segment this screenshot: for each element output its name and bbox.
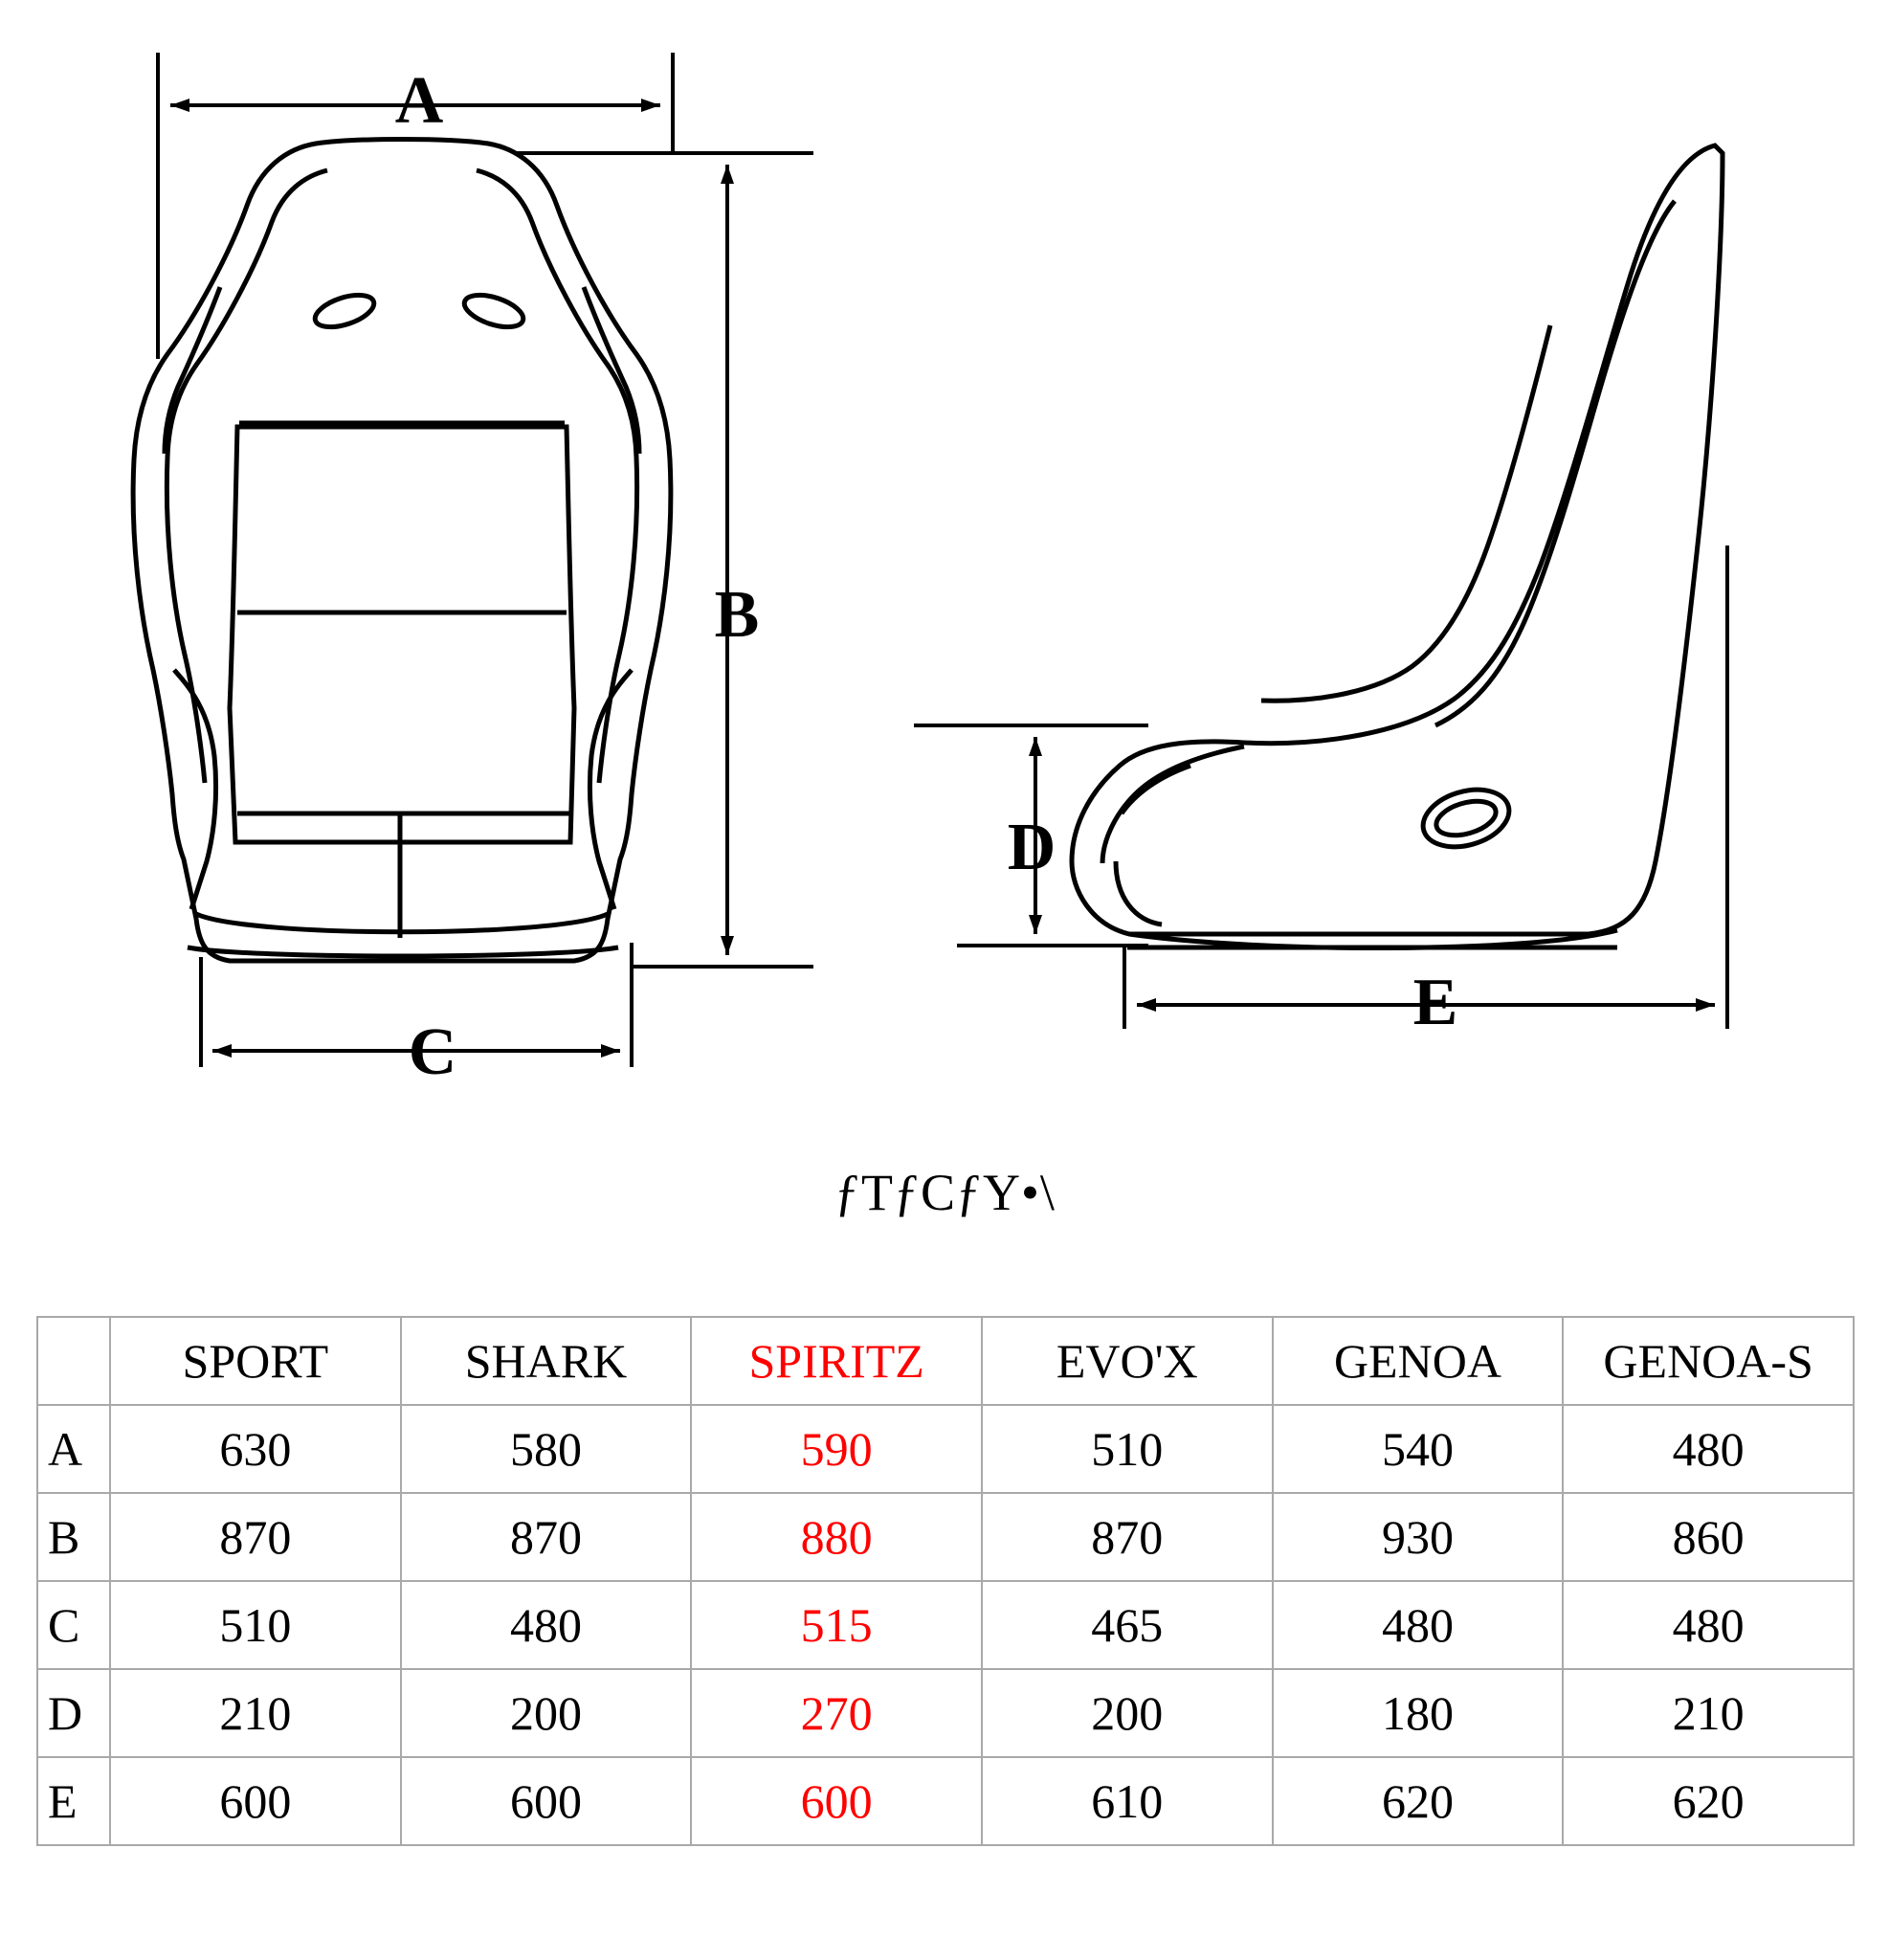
cell-d-spiritz: 270 — [691, 1669, 982, 1757]
cell-b-genoa: 930 — [1273, 1493, 1564, 1581]
dimension-label-a-front: A — [394, 64, 444, 138]
table-header-spiritz: SPIRITZ — [691, 1317, 982, 1405]
table-header-corner — [37, 1317, 110, 1405]
cell-b-sport: 870 — [110, 1493, 401, 1581]
diagram-caption: ƒTƒCƒY•\ — [834, 1164, 1056, 1221]
cell-c-spiritz: 515 — [691, 1581, 982, 1669]
dimension-label-c: C — [408, 1015, 457, 1089]
table-header-row — [37, 1317, 1854, 1405]
table-row — [37, 1405, 1854, 1493]
table-header-shark: SHARK — [401, 1317, 692, 1405]
cell-e-genoa-s: 620 — [1563, 1757, 1854, 1845]
cell-b-spiritz: 880 — [691, 1493, 982, 1581]
cell-a-genoa: 540 — [1273, 1405, 1564, 1493]
cell-c-genoa-s: 480 — [1563, 1581, 1854, 1669]
row-label-c: C — [37, 1581, 110, 1669]
cell-a-genoa-s: 480 — [1563, 1405, 1854, 1493]
table-row — [37, 1493, 1854, 1581]
cell-e-evox: 610 — [982, 1757, 1273, 1845]
spec-table-wrap — [36, 1316, 1855, 1846]
cell-d-genoa: 180 — [1273, 1669, 1564, 1757]
cell-c-genoa: 480 — [1273, 1581, 1564, 1669]
cell-c-sport: 510 — [110, 1581, 401, 1669]
front-view-dimension-lines — [158, 53, 813, 1067]
dimension-label-b: B — [714, 578, 760, 652]
cell-a-sport: 630 — [110, 1405, 401, 1493]
cell-a-shark: 580 — [401, 1405, 692, 1493]
side-view-dimension-lines — [914, 546, 1727, 1029]
table-row — [37, 1581, 1854, 1669]
cell-d-shark: 200 — [401, 1669, 692, 1757]
cell-b-shark: 870 — [401, 1493, 692, 1581]
row-label-a: A — [37, 1405, 110, 1493]
dimension-label-d: D — [1007, 811, 1056, 884]
table-row — [37, 1669, 1854, 1757]
table-row — [37, 1757, 1854, 1845]
front-view-seat-outline — [133, 140, 671, 962]
cell-b-evox: 870 — [982, 1493, 1273, 1581]
cell-a-spiritz: 590 — [691, 1405, 982, 1493]
cell-e-genoa: 620 — [1273, 1757, 1564, 1845]
cell-e-sport: 600 — [110, 1757, 401, 1845]
side-view-seat-outline — [1072, 144, 1723, 948]
table-header-sport: SPORT — [110, 1317, 401, 1405]
dimension-label-e: E — [1412, 966, 1458, 1039]
cell-d-evox: 200 — [982, 1669, 1273, 1757]
seat-dimension-table — [36, 1316, 1855, 1846]
cell-c-evox: 465 — [982, 1581, 1273, 1669]
row-label-e: E — [37, 1757, 110, 1845]
table-header-evox: EVO'X — [982, 1317, 1273, 1405]
cell-d-genoa-s: 210 — [1563, 1669, 1854, 1757]
cell-e-spiritz: 600 — [691, 1757, 982, 1845]
table-header-genoa-s: GENOA-S — [1563, 1317, 1854, 1405]
cell-d-sport: 210 — [110, 1669, 401, 1757]
cell-a-evox: 510 — [982, 1405, 1273, 1493]
cell-c-shark: 480 — [401, 1581, 692, 1669]
row-label-b: B — [37, 1493, 110, 1581]
cell-e-shark: 600 — [401, 1757, 692, 1845]
cell-b-genoa-s: 860 — [1563, 1493, 1854, 1581]
row-label-d: D — [37, 1669, 110, 1757]
table-header-genoa: GENOA — [1273, 1317, 1564, 1405]
